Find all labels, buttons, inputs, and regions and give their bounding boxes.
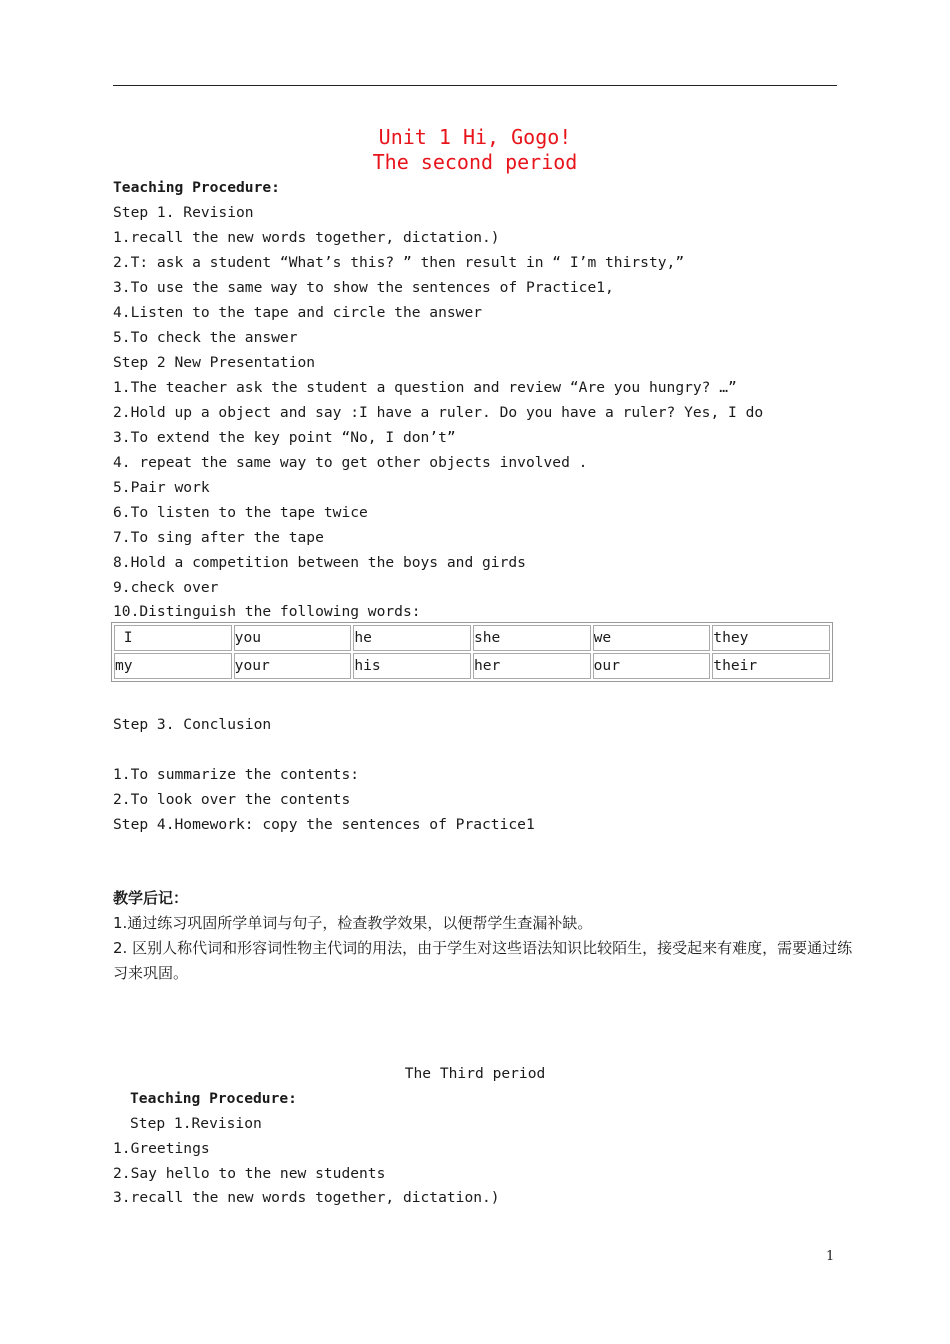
third-period-step1-title: Step 1.Revision (130, 1115, 262, 1132)
teaching-procedure-heading: Teaching Procedure: (113, 179, 280, 196)
third-period-heading: Teaching Procedure: (130, 1090, 297, 1107)
third-period-item: 1.Greetings (113, 1140, 210, 1157)
table-cell: my (114, 653, 232, 679)
table-row (114, 653, 830, 679)
table-cell: we (593, 625, 711, 651)
table-cell: I (114, 625, 232, 651)
step4-homework: Step 4.Homework: copy the sentences of Practice1 (113, 816, 535, 833)
step1-item: 1.recall the new words together, dictation.) (113, 229, 500, 246)
step2-item: 9.check over (113, 579, 219, 596)
step2-title: Step 2 New Presentation (113, 354, 316, 371)
third-period-item: 3.recall the new words together, dictation.) (113, 1189, 500, 1206)
table-cell: she (473, 625, 591, 651)
step1-item: 3.To use the same way to show the sentences of Practice1, (113, 279, 614, 296)
table-row (114, 625, 830, 651)
step1-title: Step 1. Revision (113, 204, 254, 221)
notes-heading: 教学后记： (113, 889, 189, 907)
table-cell: you (234, 625, 352, 651)
step3-item: 2.To look over the contents (113, 791, 351, 808)
notes-item: 1.通过练习巩固所学单词与句子，检查教学效果，以便帮学生查漏补缺。 (113, 914, 593, 932)
step2-item: 7.To sing after the tape (113, 529, 324, 546)
pronoun-table (111, 622, 833, 682)
step2-item: 6.To listen to the tape twice (113, 504, 368, 521)
step3-title: Step 3. Conclusion (113, 716, 272, 733)
step2-item: 4. repeat the same way to get other objects involved . (113, 454, 588, 471)
table-cell: their (712, 653, 830, 679)
notes-item: 2. 区别人称代词和形容词性物主代词的用法，由于学生对这些语法知识比较陌生，接受起来有难度，需要通过练习来巩固。 (113, 939, 853, 982)
table-cell: her (473, 653, 591, 679)
third-period-title: The Third period (404, 1065, 546, 1082)
table-cell: our (593, 653, 711, 679)
step1-item: 4.Listen to the tape and circle the answer (113, 304, 483, 321)
page-number: 1 (826, 1249, 835, 1264)
period-title: The second period (372, 150, 578, 174)
unit-title: Unit 1 Hi, Gogo! (378, 125, 572, 149)
table-cell: they (712, 625, 830, 651)
step2-item: 2.Hold up a object and say :I have a ruler. Do you have a ruler? Yes, I do (113, 404, 764, 421)
step2-item: 3.To extend the key point “No, I don’t” (113, 429, 456, 446)
step1-item: 2.T: ask a student “What’s this? ” then result in “ I’m thirsty,” (113, 254, 685, 271)
step2-item: 1.The teacher ask the student a question and review “Are you hungry? …” (113, 379, 737, 396)
step2-item: 5.Pair work (113, 479, 210, 496)
step1-item: 5.To check the answer (113, 329, 298, 346)
step2-item: 8.Hold a competition between the boys and girds (113, 554, 526, 571)
third-period-item: 2.Say hello to the new students (113, 1165, 386, 1182)
header-rule (113, 85, 837, 86)
table-cell: he (353, 625, 471, 651)
step2-item: 10.Distinguish the following words: (113, 603, 421, 620)
step3-item: 1.To summarize the contents: (113, 766, 360, 783)
table-cell: his (353, 653, 471, 679)
table-cell: your (234, 653, 352, 679)
